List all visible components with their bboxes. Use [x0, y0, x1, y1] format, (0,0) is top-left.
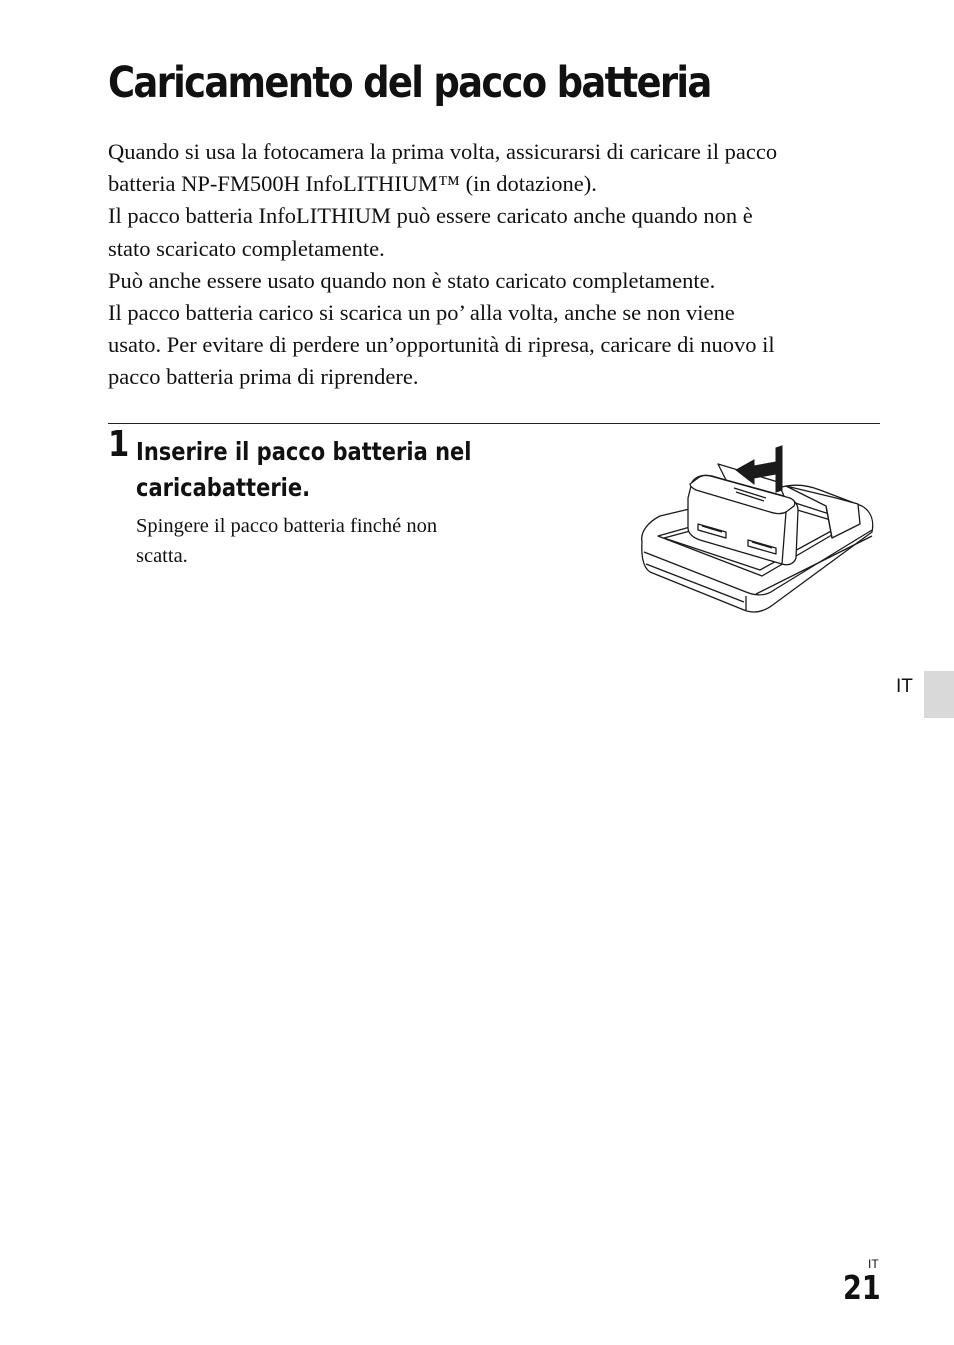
intro-line: stato scaricato completamente. [108, 235, 385, 261]
step-description-line: scatta. [136, 545, 188, 567]
step-title-line: caricabatterie. [136, 473, 311, 502]
intro-line: Il pacco batteria carico si scarica un po’ alla volta, anche se non viene [108, 300, 735, 326]
step-description [136, 511, 516, 571]
intro-line: pacco batteria prima di riprendere. [108, 364, 419, 390]
page-number: 21 [843, 1268, 881, 1307]
step-title [136, 434, 506, 506]
language-tab-label: IT [896, 676, 913, 697]
intro-line: Può anche essere usato quando non è stato caricato completamente. [108, 267, 716, 293]
intro-line: batteria NP-FM500H InfoLITHIUM™ (in dotazione). [108, 171, 597, 197]
page-language-label: IT [868, 1257, 879, 1271]
intro-text [108, 136, 883, 394]
step-number: 1 [108, 424, 130, 465]
section-divider [108, 423, 880, 424]
step-description-line: Spingere il pacco batteria finché non [136, 515, 438, 537]
intro-line: Il pacco batteria InfoLITHIUM può essere caricato anche quando non è [108, 203, 753, 229]
page-title: Caricamento del pacco batteria [108, 58, 711, 108]
language-side-tab [924, 671, 954, 718]
intro-line: Quando si usa la fotocamera la prima volta, assicurarsi di caricare il pacco [108, 139, 778, 164]
battery-charger-illustration [636, 440, 878, 618]
step-title-line: Inserire il pacco batteria nel [136, 437, 472, 466]
intro-line: usato. Per evitare di perdere un’opportunità di ripresa, caricare di nuovo il [108, 332, 775, 358]
